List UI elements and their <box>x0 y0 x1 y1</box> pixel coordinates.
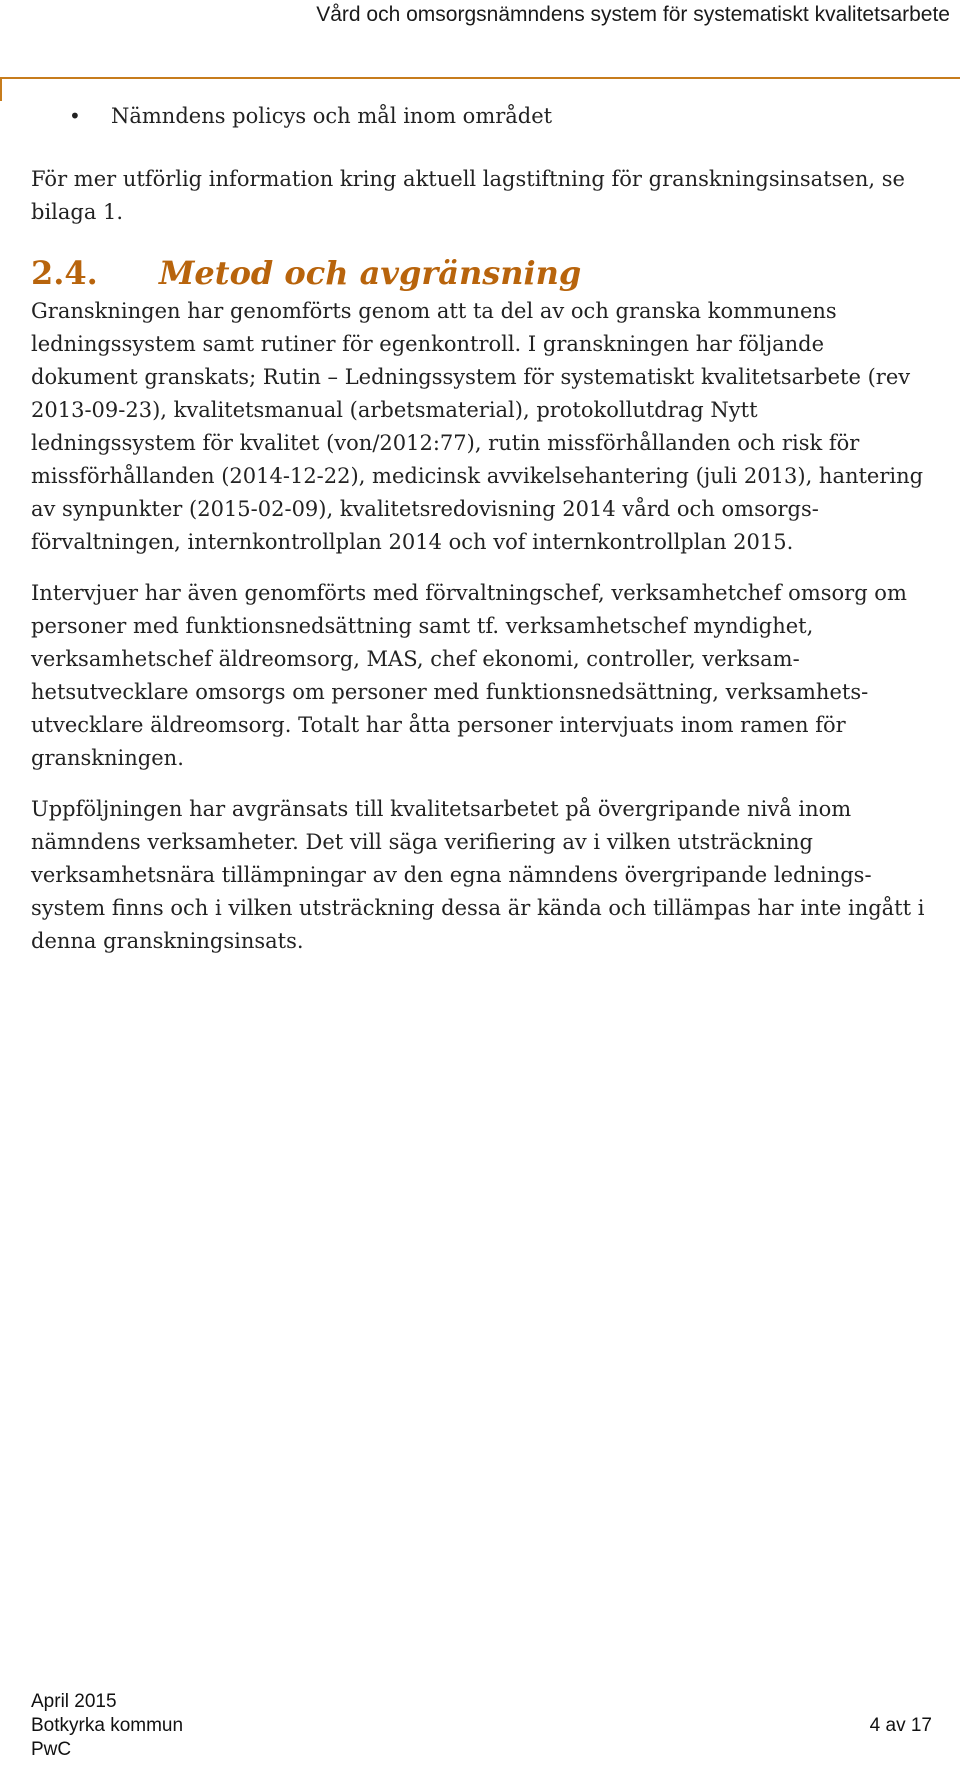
header-rule <box>0 77 960 79</box>
paragraph-line: utvecklare äldreomsorg. Totalt har åtta personer intervjuats inom ramen för <box>31 713 846 737</box>
paragraph-line: förvaltningen, internkontrollplan 2014 och vof internkontrollplan 2015. <box>31 530 794 554</box>
paragraph-line: dokument granskats; Rutin – Ledningssystem för systematiskt kvalitetsarbete (rev <box>31 365 911 389</box>
intro-paragraph <box>31 163 951 229</box>
footer-company: PwC <box>31 1739 72 1760</box>
bullet-text: Nämndens policys och mål inom området <box>111 104 553 128</box>
document-body <box>31 100 951 958</box>
paragraph-line: system finns och i vilken utsträckning dessa är kända och tillämpas har inte ingått i <box>31 896 925 920</box>
page-number: 4 av 17 <box>869 1715 932 1736</box>
paragraph-line: av synpunkter (2015-02-09), kvalitetsredovisning 2014 vård och omsorgs- <box>31 497 819 521</box>
paragraph-line: Uppföljningen har avgränsats till kvalitetsarbetet på övergripande nivå inom <box>31 797 852 821</box>
paragraph-line: ledningssystem samt rutiner för egenkontroll. I granskningen har följande <box>31 332 825 356</box>
header-corner-tick <box>0 77 2 101</box>
interviews-paragraph <box>31 577 951 775</box>
paragraph-line: Intervjuer har även genomförts med förvaltningschef, verksamhetchef omsorg om <box>31 581 907 605</box>
footer-row <box>31 1714 932 1738</box>
scope-paragraph <box>31 793 951 958</box>
paragraph-line: personer med funktionsnedsättning samt tf. verksamhetschef myndighet, <box>31 614 814 638</box>
paragraph-line: Granskningen har genomförts genom att ta del av och granska kommunens <box>31 299 837 323</box>
method-paragraph <box>31 295 951 559</box>
paragraph-line: missförhållanden (2014-12-22), medicinsk avvikelsehantering (juli 2013), hantering <box>31 464 924 488</box>
paragraph-line: ledningssystem för kvalitet (von/2012:77), rutin missförhållanden och risk för <box>31 431 860 455</box>
section-title: Metod och avgränsning <box>159 254 582 292</box>
paragraph-line: verksamhetschef äldreomsorg, MAS, chef ekonomi, controller, verksam- <box>31 647 800 671</box>
bullet-list-item <box>31 100 951 133</box>
footer-date: April 2015 <box>31 1691 117 1712</box>
paragraph-line: nämndens verksamheter. Det vill säga verifiering av i vilken utsträckning <box>31 830 813 854</box>
section-heading <box>31 251 951 295</box>
paragraph-line: granskningen. <box>31 746 184 770</box>
page-header-title: Vård och omsorgsnämndens system för systematiskt kvalitetsarbete <box>316 3 950 26</box>
paragraph-line: denna granskningsinsats. <box>31 929 304 953</box>
page-footer <box>31 1690 932 1762</box>
paragraph-line: verksamhetsnära tillämpningar av den egna nämndens övergripande lednings- <box>31 863 872 887</box>
paragraph-line: 2013-09-23), kvalitetsmanual (arbetsmaterial), protokollutdrag Nytt <box>31 398 758 422</box>
section-number: 2.4. <box>31 254 98 292</box>
paragraph-line: hetsutvecklare omsorgs om personer med funktionsnedsättning, verksamhets- <box>31 680 869 704</box>
bullet-icon: • <box>69 104 81 128</box>
footer-organization: Botkyrka kommun <box>31 1715 184 1736</box>
intro-line: För mer utförlig information kring aktuell lagstiftning för granskningsinsatsen, se <box>31 167 905 191</box>
intro-line: bilaga 1. <box>31 200 124 224</box>
